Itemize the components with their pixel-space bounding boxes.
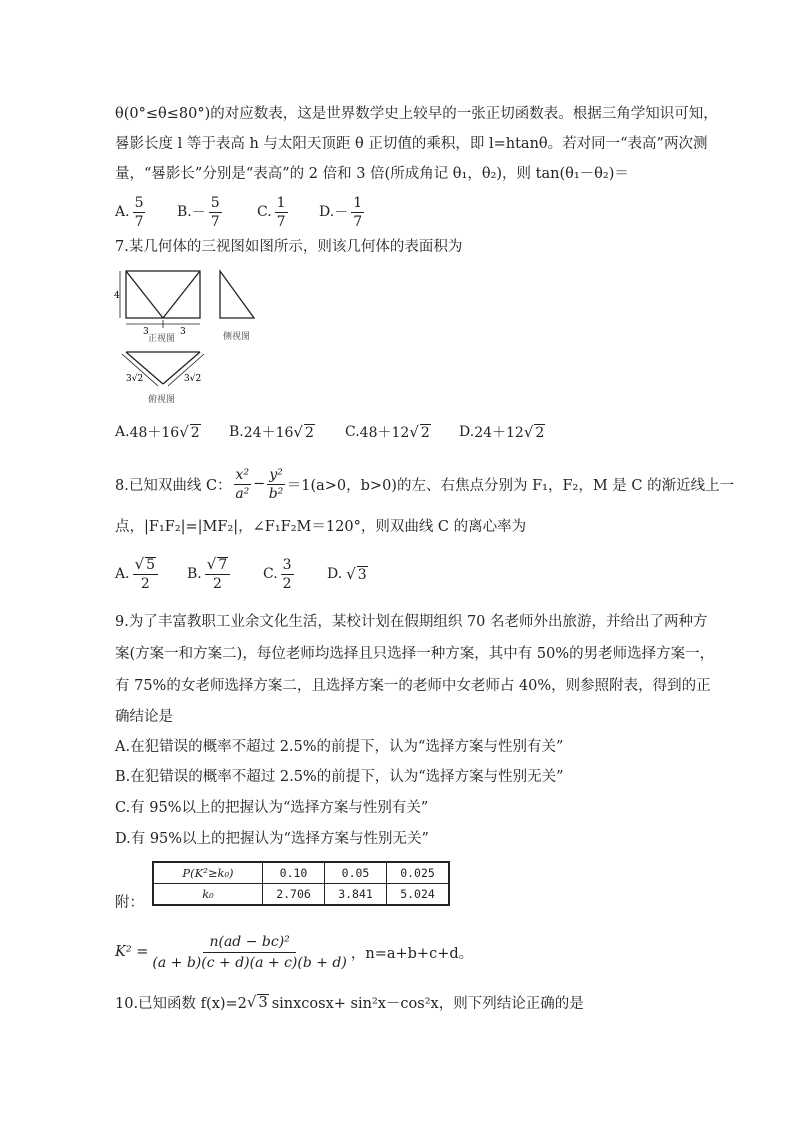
q6-option-c[interactable]: C. $\frac{1}{7}$ xyxy=(257,194,286,230)
q6-text-line3: 量，“晷影长”分别是“表高”的 2 倍和 3 倍(所成角记 θ₁，θ₂)，则 tan(θ₁－θ₂)＝ xyxy=(115,166,629,182)
q9-stem-line4: 确结论是 xyxy=(115,709,173,725)
q7-option-d[interactable]: D. 24＋12 √ 2 xyxy=(459,423,545,441)
three-view-figure xyxy=(110,268,270,408)
table-header-probability: P(K²≥k₀) xyxy=(153,862,263,884)
q7-option-b[interactable]: B. 24＋16 √ 2 xyxy=(229,423,314,441)
q8-option-b[interactable]: B. $\frac{√ 7}{2}$ xyxy=(187,552,230,596)
q8-option-d[interactable]: D. √ 3 xyxy=(327,565,367,583)
table-cell: 2.706 xyxy=(263,884,325,906)
front-view xyxy=(126,271,200,318)
front-view-label: 正视图 xyxy=(148,334,176,344)
table-header-k0: k₀ xyxy=(153,884,263,906)
critical-value-table xyxy=(152,861,450,906)
dim-top-right-label: 3√2 xyxy=(184,374,202,384)
q6-option-b[interactable]: B. － $\frac{5}{7}$ xyxy=(177,194,220,230)
q7-stem: 7.某几何体的三视图如图所示，则该几何体的表面积为 xyxy=(115,239,463,255)
q7-option-c[interactable]: C. 48＋12 √ 2 xyxy=(345,423,430,441)
appendix-label: 附： xyxy=(115,895,144,911)
table-row xyxy=(153,884,449,906)
q9-stem-line2: 案(方案一和方案二)，每位老师均选择且只选择一种方案，其中有 50%的男老师选择方案一， xyxy=(115,646,715,662)
dim-right-label: 3 xyxy=(180,327,186,337)
q9-stem-line1: 9.为了丰富教职工业余文化生活，某校计划在假期组织 70 名老师外出旅游，并给出了两种方 xyxy=(115,614,708,630)
dim-height-label: 4 xyxy=(114,291,120,301)
q9-option-b[interactable]: B.在犯错误的概率不超过 2.5%的前提下，认为“选择方案与性别无关” xyxy=(115,769,564,785)
table-cell: 3.841 xyxy=(325,884,387,906)
dim-top-left-label: 3√2 xyxy=(126,374,144,384)
q8-option-c[interactable]: C. $\frac{3}{2}$ xyxy=(263,556,292,592)
top-view-label: 俯视图 xyxy=(148,395,176,405)
side-view-label: 侧视图 xyxy=(223,332,251,342)
q7-option-a[interactable]: A. 48＋16 √ 2 xyxy=(115,423,200,441)
q9-option-d[interactable]: D.有 95%以上的把握认为“选择方案与性别无关” xyxy=(115,831,429,847)
q9-option-a[interactable]: A.在犯错误的概率不超过 2.5%的前提下，认为“选择方案与性别有关” xyxy=(115,739,564,755)
table-row xyxy=(153,862,449,884)
table-cell: 0.05 xyxy=(325,862,387,884)
q6-text-line2: 晷影长度 l 等于表高 h 与太阳天顶距 θ 正切值的乘积，即 l=htanθ。若对同一“表高”两次测 xyxy=(115,136,708,152)
q8-option-a[interactable]: A. $\frac{√ 5}{2}$ xyxy=(115,552,158,596)
table-cell: 5.024 xyxy=(387,884,450,906)
q6-text-line1: θ(0°≤θ≤80°)的对应数表，这是世界数学史上较早的一张正切函数表。根据三角学知识可知， xyxy=(115,106,718,122)
q9-stem-line3: 有 75%的女老师选择方案二，且选择方案一的老师中女老师占 40%，则参照附表，得到的正 xyxy=(115,678,711,694)
q6-option-d[interactable]: D. － $\frac{1}{7}$ xyxy=(319,194,363,230)
q8-stem-line2: 点，|F₁F₂|=|MF₂|，∠F₁F₂M＝120°，则双曲线 C 的离心率为 xyxy=(115,519,527,535)
exam-page: θ(0°≤θ≤80°)的对应数表，这是世界数学史上较早的一张正切函数表。根据三角学知识可知， 晷影长度 l 等于表高 h 与太阳天顶距 θ 正切值的乘积，即 l=htanθ。若对同一“表高”两次测 量，“晷影长”分别是“表高”的 2 倍和 3 倍(所成角记 θ₁，θ₂)，则 tan(θ₁－θ₂)＝ A. $\frac{5}{7}$ B. － $\frac{5}{7}$ C. $\frac{1}{7}$ D. － $\frac{1}{7}$ 7.某几何体的三视图如图所示，则该几何体的表面积为 4 3 3 正视图 侧视图 3√2 3√2 俯视图 A. 48＋16 √ 2 B. 24＋16 √ 2 C. 48＋12 √ 2 D. 24＋12 √ 2 8.已知双曲线 C： $\frac{\text{x²}}{\text{a²}}$ − $\frac{\text{y²}}{\text{b²}}$ ＝1(a>0，b>0)的左、右焦点分别为 F₁，F₂，M 是 C 的渐近线上一 点，|F₁F₂|=|MF₂|，∠F₁F₂M＝120°，则双曲线 C 的离心率为 A. $\frac{√ 5}{2}$ B. $\frac{√ 7}{2}$ C. $\frac{3}{2}$ D. √ 3 9.为了丰富教职工业余文化生活，某校计划在假期组织 70 名老师外出旅游，并给出了两种方 案(方案一和方案二)，每位老师均选择且只选择一种方案，其中有 50%的男老师选择方案一， 有 75%的女老师选择方案二，且选择方案一的老师中女老师占 40%，则参照附表，得到的正 确结论是 A.在犯错误的概率不超过 2.5%的前提下，认为“选择方案与性别有关” B.在犯错误的概率不超过 2.5%的前提下，认为“选择方案与性别无关” C.有 95%以上的把握认为“选择方案与性别有关” D.有 95%以上的把握认为“选择方案与性别无关” 附： P(K²≥k₀) 0.10 0.05 0.025 k₀ 2.706 3.841 5.024 K² = $\frac{\text{n(ad − bc)²}}{(a + b)(c + d)(a + c)(b + d)}$ ，n=a+b+c+d。 10.已知函数 f(x)=2 √ 3 sinxcosx+ sin²x－cos²x，则下列结论正确的是 xyxy=(0,0,794,1123)
side-view xyxy=(220,271,254,318)
q9-option-c[interactable]: C.有 95%以上的把握认为“选择方案与性别有关” xyxy=(115,800,429,816)
dim-left-label: 3 xyxy=(143,327,149,337)
table-cell: 0.10 xyxy=(263,862,325,884)
table-cell: 0.025 xyxy=(387,862,450,884)
q6-option-a[interactable]: A. $\frac{5}{7}$ xyxy=(115,194,144,230)
